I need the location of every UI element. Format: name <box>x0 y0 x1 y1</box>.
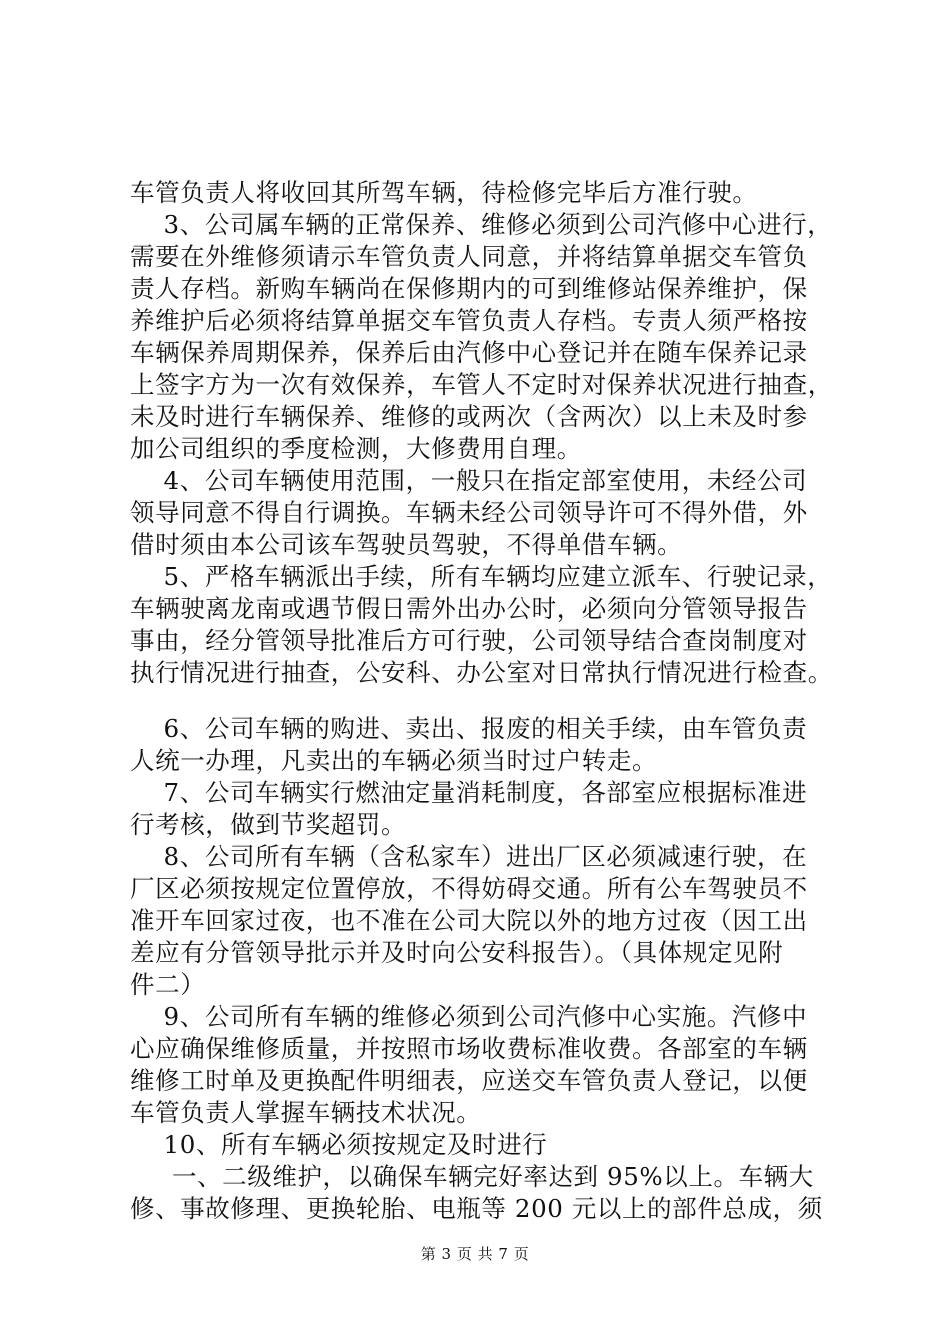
text-line: 车管负责人将收回其所驾车辆，待检修完毕后方准行驶。 <box>130 178 758 207</box>
text-line: 车辆驶离龙南或遇节假日需外出办公时，必须向分管领导报告 <box>130 594 808 623</box>
text-line: 9、公司所有车辆的维修必须到公司汽修中心实施。汽修中 <box>130 1002 808 1031</box>
text-line: 维修工时单及更换配件明细表，应送交车管负责人登记，以便 <box>130 1066 808 1095</box>
text-line: 领导同意不得自行调换。车辆未经公司领导许可不得外借，外 <box>130 498 808 527</box>
text-line: 人统一办理，凡卖出的车辆必须当时过户转走。 <box>130 746 658 775</box>
text-line: 厂区必须按规定位置停放，不得妨碍交通。所有公车驾驶员不 <box>130 874 808 903</box>
text-line: 一、二级维护，以确保车辆完好率达到 95%以上。车辆大 <box>130 1162 814 1191</box>
text-line: 需要在外维修须请示车管负责人同意，并将结算单据交车管负 <box>130 242 808 271</box>
text-line: 车管负责人掌握车辆技术状况。 <box>130 1098 482 1127</box>
text-line: 未及时进行车辆保养、维修的或两次（含两次）以上未及时参 <box>130 402 808 431</box>
text-line: 8、公司所有车辆（含私家车）进出厂区必须减速行驶，在 <box>130 842 808 871</box>
text-line: 行考核，做到节奖超罚。 <box>130 810 407 839</box>
text-line: 件二） <box>130 970 206 999</box>
text-line: 6、公司车辆的购进、卖出、报废的相关手续，由车管负责 <box>130 714 808 743</box>
text-line: 7、公司车辆实行燃油定量消耗制度，各部室应根据标准进 <box>130 778 808 807</box>
text-line: 准开车回家过夜，也不准在公司大院以外的地方过夜（因工出 <box>130 906 808 935</box>
text-line: 责人存档。新购车辆尚在保修期内的可到维修站保养维护，保 <box>130 274 808 303</box>
text-line: 差应有分管领导批示并及时向公安科报告）。（具体规定见附 <box>130 938 784 967</box>
text-line: 事由，经分管领导批准后方可行驶，公司领导结合查岗制度对 <box>130 626 808 655</box>
text-line: 执行情况进行抽查，公安科、办公室对日常执行情况进行检查。 <box>130 658 833 687</box>
text-line: 借时须由本公司该车驾驶员驾驶，不得单借车辆。 <box>130 530 683 559</box>
text-line: 加公司组织的季度检测，大修费用自理。 <box>130 434 582 463</box>
text-line: 4、公司车辆使用范围，一般只在指定部室使用，未经公司 <box>130 466 808 495</box>
text-line: 养维护后必须将结算单据交车管负责人存档。专责人须严格按 <box>130 306 808 335</box>
text-line: 10、所有车辆必须按规定及时进行 <box>130 1130 548 1159</box>
text-line: 心应确保维修质量，并按照市场收费标准收费。各部室的车辆 <box>130 1034 808 1063</box>
text-line: 5、严格车辆派出手续，所有车辆均应建立派车、行驶记录， <box>130 562 833 591</box>
text-line: 上签字方为一次有效保养，车管人不定时对保养状况进行抽查， <box>130 370 833 399</box>
text-line: 车辆保养周期保养，保养后由汽修中心登记并在随车保养记录 <box>130 338 808 367</box>
page-number-footer: 第 3 页 共 7 页 <box>420 1245 530 1263</box>
text-line: 修、事故修理、更换轮胎、电瓶等 200 元以上的部件总成，须 <box>130 1194 823 1223</box>
text-line: 3、公司属车辆的正常保养、维修必须到公司汽修中心进行， <box>130 210 833 239</box>
